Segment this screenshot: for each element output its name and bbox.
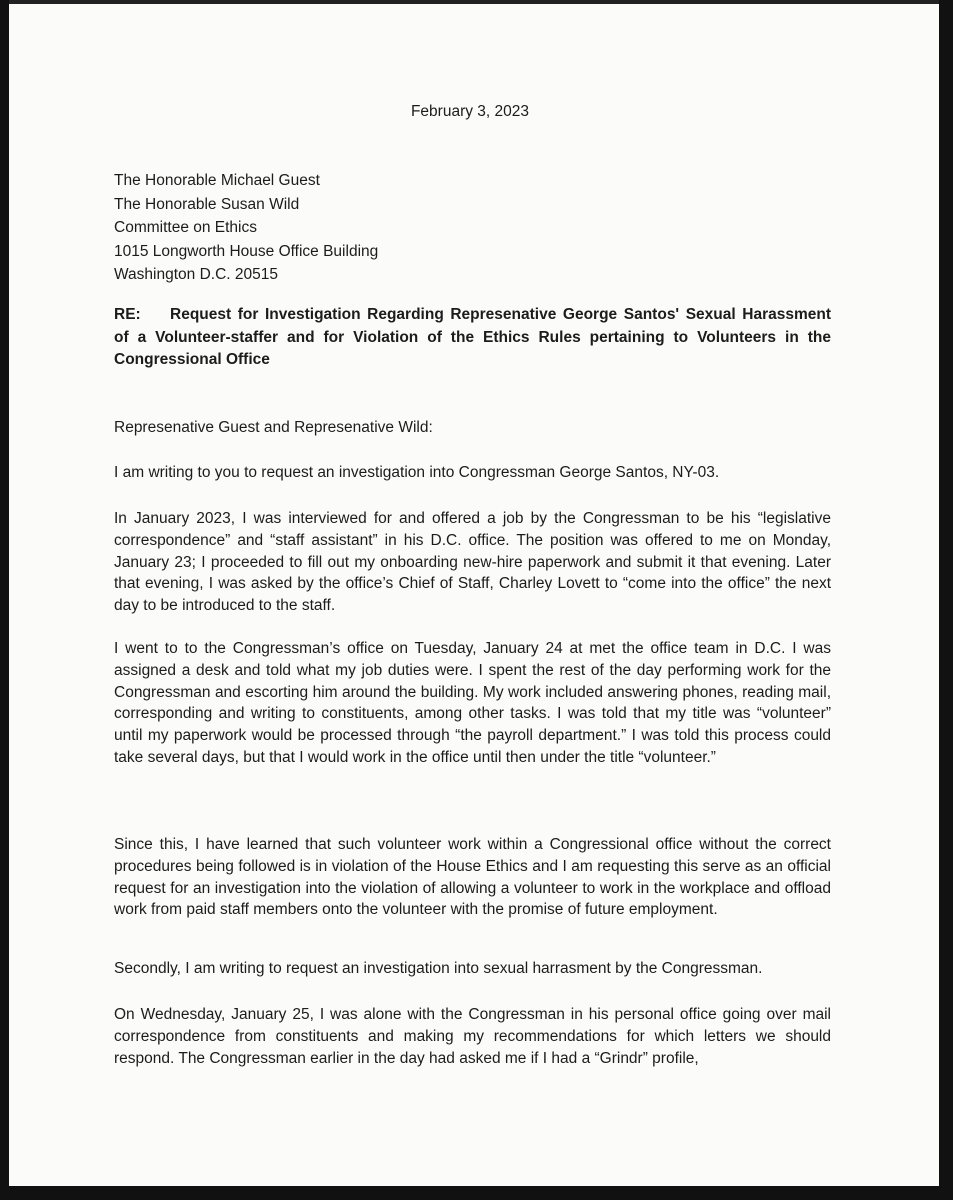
- scan-edge-bottom: [0, 1186, 953, 1200]
- scan-edge-top: [0, 0, 953, 4]
- paragraph-2-text: In January 2023, I was interviewed for and offered a job by the Congressman to be his “legislative correspondence” and “staff assistant” in his D.C. office. The position was offered to me on Monday, January 23; I proceeded to fill out my onboarding new-hire paperwork and submit it that evening. Later that evening, I was asked by the office’s Chief of Staff, Charley Lovett to “come into the office” the next day to be introduced to the staff.: [114, 510, 831, 615]
- salutation: Represenative Guest and Represenative Wild:: [114, 419, 433, 436]
- paragraph-4-text: Since this, I have learned that such volunteer work within a Congressional office without the correct procedures being followed is in violation of the House Ethics and I am requesting this serve as an official request for an investigation into the violation of allowing a volunteer to work in the workplace and offload work from paid staff members onto the volunteer with the promise of future employment.: [114, 836, 831, 919]
- paragraph-3: [114, 638, 831, 769]
- paragraph-6-text: On Wednesday, January 25, I was alone with the Congressman in his personal office going over mail correspondence from constituents and making my recommendations for which letters we should respond. The Congressman earlier in the day had asked me if I had a “Grindr” profile,: [114, 1006, 831, 1067]
- paragraph-1: [114, 462, 831, 484]
- subject-text: Request for Investigation Regarding Represenative George Santos' Sexual Harassment of a Volunteer-staffer and for Violation of the Ethics Rules pertaining to Volunteers in the Congressional Office: [114, 306, 831, 368]
- recipient-line-3: Committee on Ethics: [114, 219, 257, 236]
- recipient-line-5: Washington D.C. 20515: [114, 266, 278, 283]
- recipient-line-2: The Honorable Susan Wild: [114, 195, 300, 213]
- subject-label: RE:: [114, 306, 141, 323]
- paragraph-5: [114, 958, 831, 980]
- subject-line: [114, 304, 831, 372]
- paragraph-4: [114, 834, 831, 921]
- paragraph-6: [114, 1004, 831, 1069]
- recipient-line-4: 1015 Longworth House Office Building: [114, 242, 379, 260]
- paragraph-5-text: Secondly, I am writing to request an investigation into sexual harrasment by the Congressman.: [114, 960, 763, 977]
- scan-edge-left: [0, 0, 9, 1200]
- paragraph-2: [114, 508, 831, 617]
- paragraph-1-text: I am writing to you to request an investigation into Congressman George Santos, NY-03.: [114, 464, 720, 481]
- scan-edge-right: [939, 0, 953, 1200]
- paragraph-3-text: I went to to the Congressman’s office on Tuesday, January 24 at met the office team in D.C. I was assigned a desk and told what my job duties were. I spent the rest of the day performing work for the Congressman and escorting him around the building. My work included answering phones, reading mail, corresponding and writing to constituents, among other tasks. I was told that my title was “volunteer” until my paperwork would be processed through “the payroll department.” I was told this process could take several days, but that I would work in the office until then under the title “volunteer.”: [114, 640, 831, 766]
- recipient-line-1: The Honorable Michael Guest: [114, 172, 320, 189]
- recipient-address-block: [114, 169, 378, 287]
- letter-date: February 3, 2023: [410, 103, 530, 120]
